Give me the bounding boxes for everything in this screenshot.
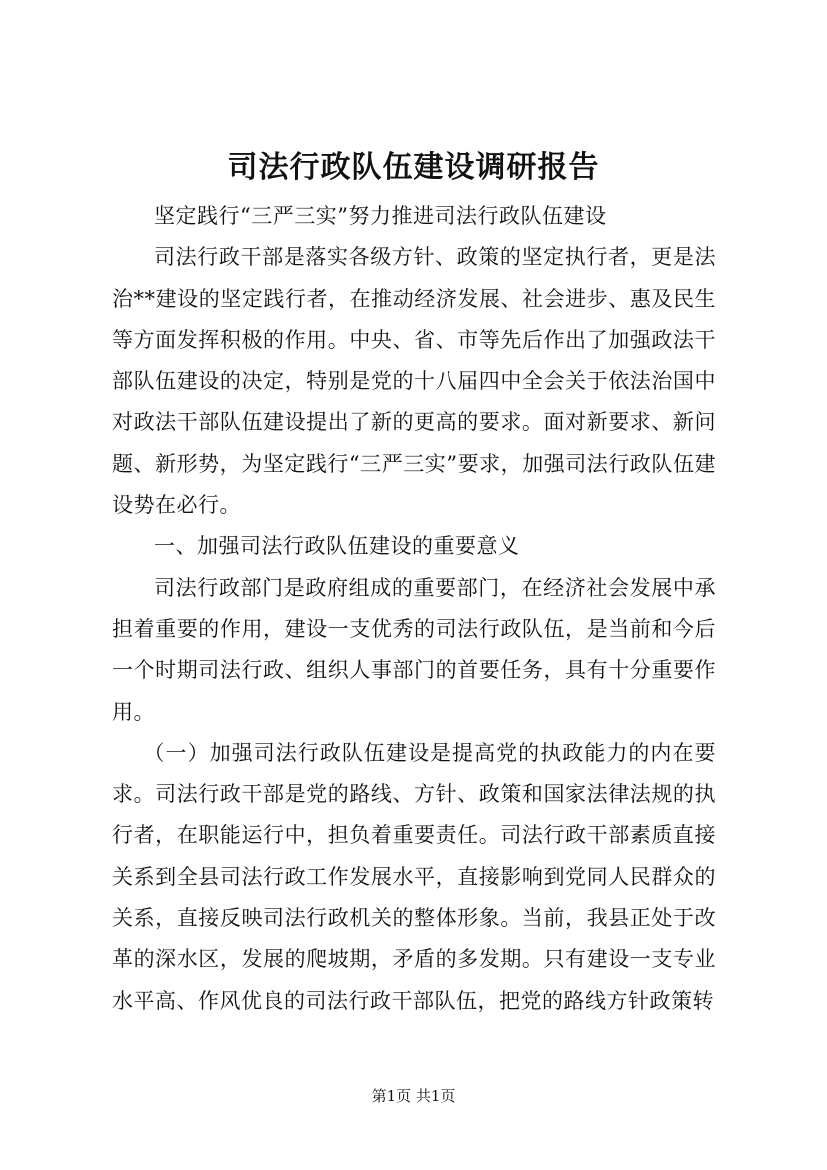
section-heading: 一、加强司法行政队伍建设的重要意义 xyxy=(154,534,520,559)
document-subtitle: 坚定践行“三严三实”努力推进司法行政队伍建设 xyxy=(154,204,607,228)
subsection-paragraph: （一）加强司法行政队伍建设是提高党的执政能力的内在要求。司法行政干部是党的路线、方针、政策和国家法律法规的执行者，在职能运行中，担负着重要责任。司法行政干部素质直接关系到全县司法行政工作发展水平，直接影响到党同人民群众的关系，直接反映司法行政机关的整体形象。当前，我县正处于改革的深水区，发展的爬坡期，矛盾的多发期。只有建设一支专业水平高、作风优良的司法行政干部队伍，把党的路线方针政策转 xyxy=(112,740,716,1013)
document-body xyxy=(112,196,716,1022)
body-paragraph: 司法行政部门是政府组成的重要部门，在经济社会发展中承担着重要的作用，建设一支优秀的司法行政队伍，是当前和今后一个时期司法行政、组织人事部门的首要任务，具有十分重要作用。 xyxy=(112,575,716,724)
page-number: 第1页 共1页 xyxy=(371,1087,456,1105)
body-paragraph: 司法行政干部是落实各级方针、政策的坚定执行者，更是法治**建设的坚定践行者，在推动经济发展、社会进步、惠及民生等方面发挥积极的作用。中央、省、市等先后作出了加强政法干部队伍建设的决定，特别是党的十八届四中全会关于依法治国中对政法干部队伍建设提出了新的更高的要求。面对新要求、新问题、新形势，为坚定践行“三严三实”要求，加强司法行政队伍建设势在必行。 xyxy=(112,245,716,518)
document-title: 司法行政队伍建设调研报告 xyxy=(227,150,600,185)
page-footer xyxy=(0,1086,827,1106)
